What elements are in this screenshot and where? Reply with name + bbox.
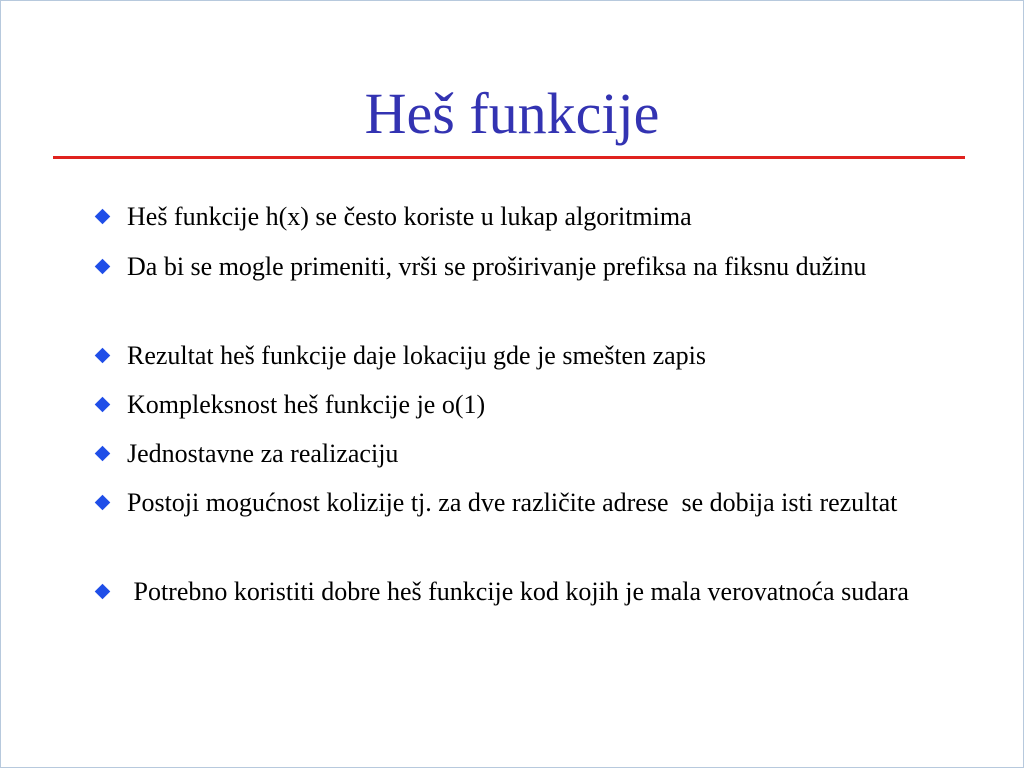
bullet-text: Jednostavne za realizaciju [127,439,399,468]
bullet-item [127,484,917,521]
bullet-text: Kompleksnost heš funkcije je o(1) [127,390,486,419]
bullet-text: Heš funkcije h(x) se često koriste u lukap algoritmima [127,202,692,231]
bullet-text: Potrebno koristiti dobre heš funkcije kod kojih je mala verovatnoća sudara [127,577,909,606]
bullet-item [127,337,917,374]
diamond-icon [95,209,111,225]
diamond-icon [95,348,111,364]
bullet-text: Da bi se mogle primeniti, vrši se proširivanje prefiksa na fiksnu dužinu [127,252,867,281]
diamond-icon [95,495,111,511]
bullet-text: Rezultat heš funkcije daje lokaciju gde je smešten zapis [127,341,707,370]
diamond-icon [95,584,111,600]
slide-title: Heš funkcije [364,81,660,146]
diamond-icon [95,259,111,275]
bullet-item [127,435,917,472]
bullet-list [1,1,1023,767]
bullet-text: Postoji mogućnost kolizije tj. za dve različite adrese se dobija isti rezultat [127,488,898,517]
bullet-item [127,248,917,285]
diamond-icon [95,446,111,462]
bullet-item [127,198,917,235]
diamond-icon [95,397,111,413]
bullet-item [127,386,917,423]
bullet-item [127,573,917,610]
